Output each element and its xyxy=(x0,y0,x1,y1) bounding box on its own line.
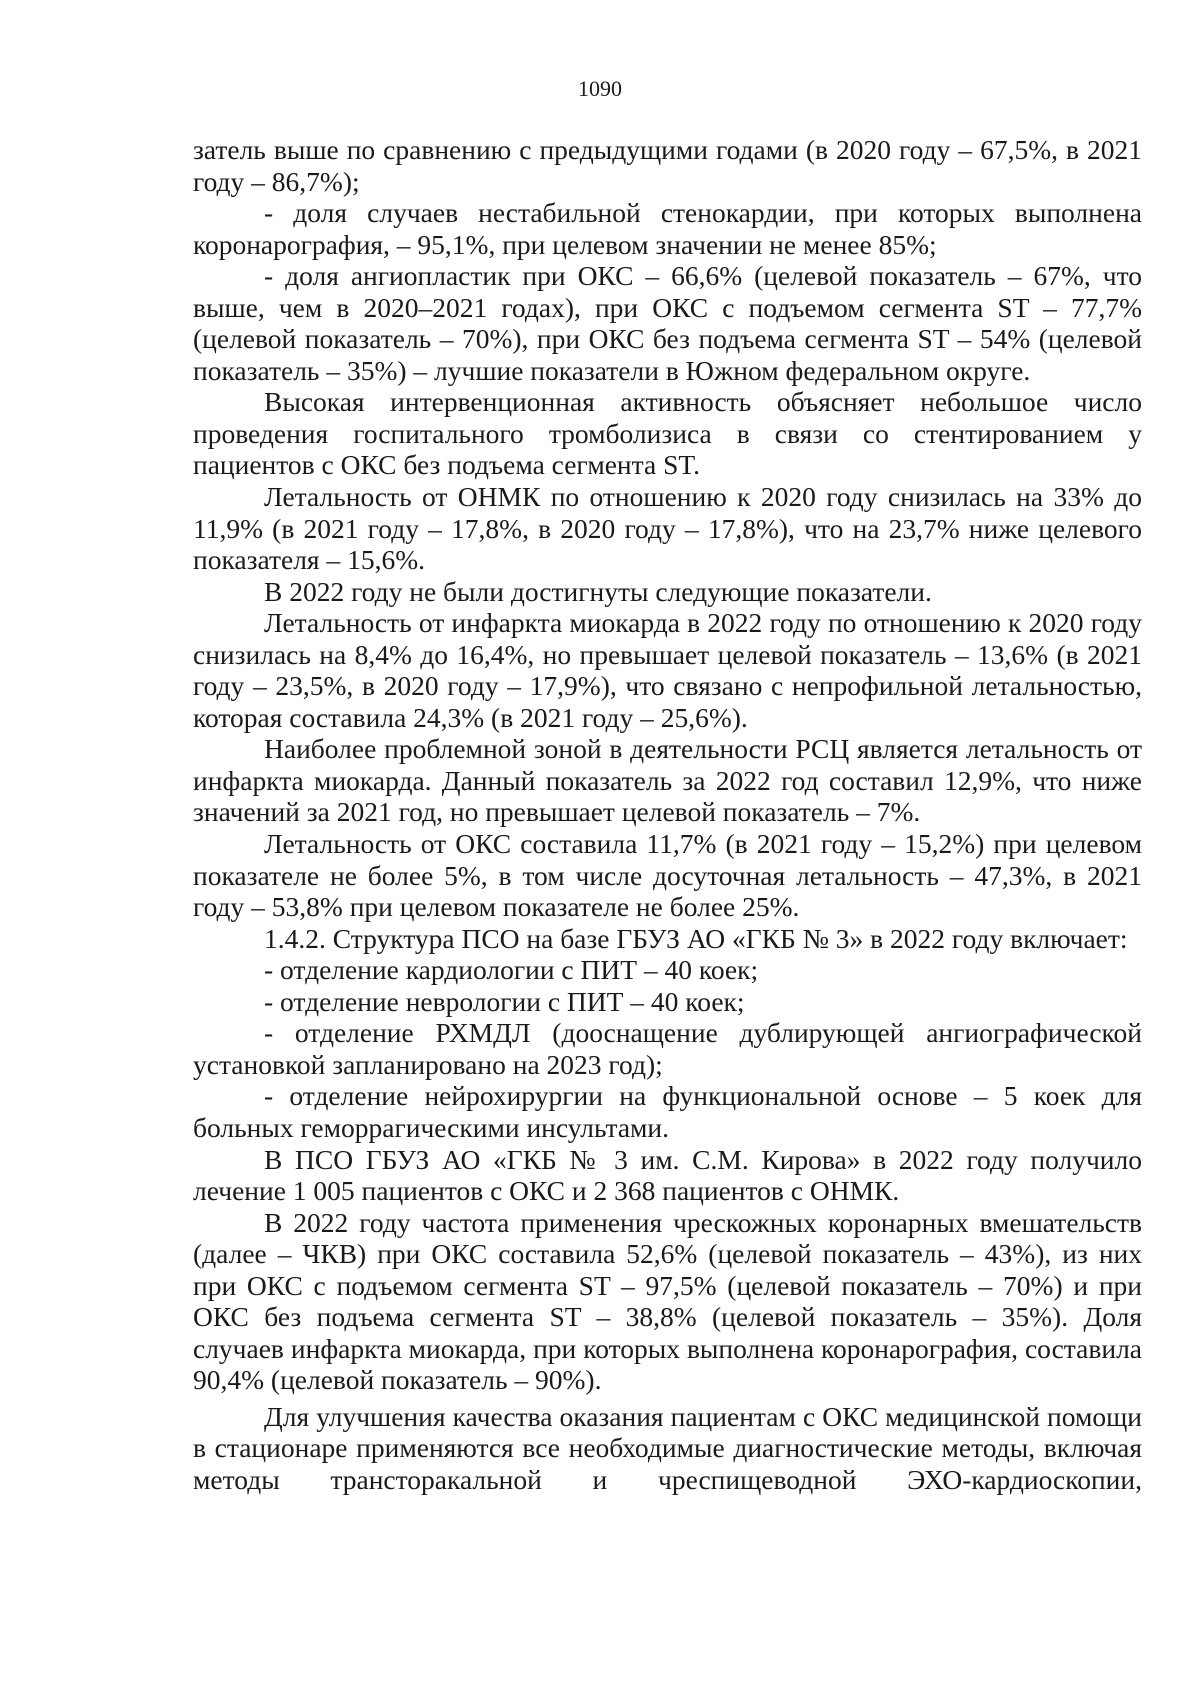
paragraph-patients-treated: В ПСО ГБУЗ АО «ГКБ № 3 им. С.М. Кирова» в 2022 году получило лечение 1 005 пациентов с ОКС и 2 368 пациентов с ОНМК. xyxy=(193,1143,1142,1207)
paragraph-unmet-indicators: В 2022 году не были достигнуты следующие показатели. xyxy=(264,575,932,607)
paragraph-stroke-mortality: Летальность от ОНМК по отношению к 2020 году снизилась на 33% до 11,9% (в 2021 году – 17,8%, в 2020 году – 17,8%), что на 23,7% ниже целевого показателя – 15,6%. xyxy=(193,481,1142,576)
paragraph-intervention-activity: Высокая интервенционная активность объясняет небольшое число проведения госпитального тромболизиса в связи со стентированием у пациентов с ОКС без подъема сегмента ST. xyxy=(193,386,1142,481)
paragraph-diagnostic-methods: Для улучшения качества оказания пациентам с ОКС медицинской помощи в стационаре применяются все необходимые диагностические методы, включая методы трансторакальной и чреспищеводной ЭХО-кардиоскопии, xyxy=(193,1400,1142,1495)
page-number: 1090 xyxy=(578,76,622,101)
paragraph-continuation: затель выше по сравнению с предыдущими годами (в 2020 году – 67,5%, в 2021 году – 86,7%); xyxy=(193,134,1142,197)
document-body xyxy=(193,134,1142,1496)
list-item-rkhmdl: - отделение РХМДЛ (дооснащение дублирующей ангиографической установкой запланировано на 2023 год); xyxy=(193,1017,1142,1080)
paragraph-acs-mortality: Летальность от ОКС составила 11,7% (в 2021 году – 15,2%) при целевом показателе не более 5%, в том числе досуточная летальность – 47,3%, в 2021 году – 53,8% при целевом показателе не более 25%. xyxy=(193,828,1142,923)
list-item-cardiology: - отделение кардиологии с ПИТ – 40 коек; xyxy=(264,954,759,986)
list-item-angioplasty: - доля ангиопластик при ОКС – 66,6% (целевой показатель – 67%, что выше, чем в 2020–2021 годах), при ОКС с подъемом сегмента ST – 77,7% (целевой показатель – 70%), при ОКС без подъема сегмента ST – 54% (целевой показатель – 35%) – лучшие показатели в Южном федеральном округе. xyxy=(193,260,1142,386)
list-item-neurology: - отделение неврологии с ПИТ – 40 коек; xyxy=(264,985,745,1017)
paragraph-problem-zone: Наиболее проблемной зоной в деятельности РСЦ является летальность от инфаркта миокарда. Данный показатель за 2022 год составил 12,9%, что ниже значений за 2021 год, но превышает целевой показатель – 7%. xyxy=(193,733,1142,828)
list-item-neurosurgery: - отделение нейрохирургии на функциональной основе – 5 коек для больных геморрагическими инсультами. xyxy=(193,1080,1142,1143)
paragraph-pci-frequency: В 2022 году частота применения чрескожных коронарных вмешательств (далее – ЧКВ) при ОКС составила 52,6% (целевой показатель – 43%), из них при ОКС с подъемом сегмента ST – 97,5% (целевой показатель – 70%) и при ОКС без подъема сегмента ST – 38,8% (целевой показатель – 35%). Доля случаев инфаркта миокарда, при которых выполнена коронарография, составила 90,4% (целевой показатель – 90%). xyxy=(193,1206,1142,1396)
list-item-unstable-angina: - доля случаев нестабильной стенокардии, при которых выполнена коронарография, – 95,1%, при целевом значении не менее 85%; xyxy=(193,197,1142,260)
paragraph-mi-mortality: Летальность от инфаркта миокарда в 2022 году по отношению к 2020 году снизилась на 8,4% до 16,4%, но превышает целевой показатель – 13,6% (в 2021 году – 23,5%, в 2020 году – 17,9%), что связано с непрофильной летальностью, которая составила 24,3% (в 2021 году – 25,6%). xyxy=(193,607,1142,733)
section-heading-pso-structure: 1.4.2. Структура ПСО на базе ГБУЗ АО «ГКБ № 3» в 2022 году включает: xyxy=(264,922,1128,954)
